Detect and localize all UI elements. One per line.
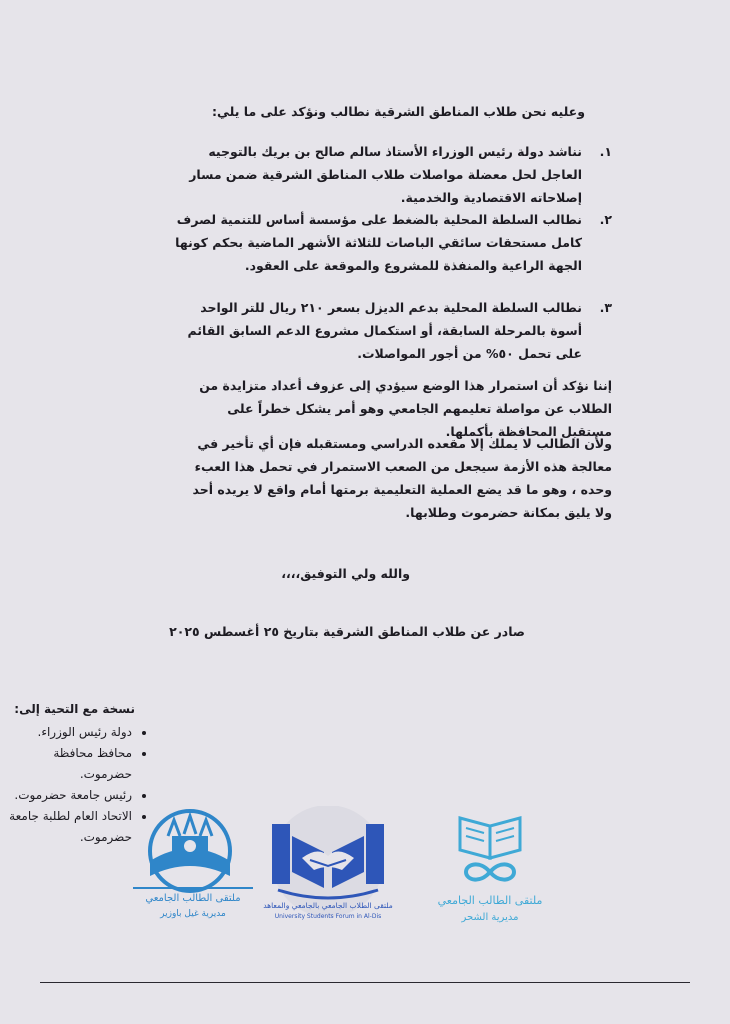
paragraph-1: إننا نؤكد أن استمرار هذا الوضع سيؤدي إلى عزوف أعداد متزايدة من الطلاب عن مواصلة تعليمهم الجامعي وهو أمر يشكل خطراً على مستقبل المحافظة بأكملها. (199, 378, 612, 439)
demand-item-1 (175, 140, 612, 209)
intro-line: وعليه نحن طلاب المناطق الشرقية نطالب ونؤكد على ما يلي: (211, 104, 585, 119)
demand-number: ١. (599, 144, 612, 159)
closing-line: والله ولي التوفيق،،،، (281, 566, 410, 581)
issued-line: صادر عن طلاب المناطق الشرقية بتاريخ ٢٥ أغسطس ٢٠٢٥ (169, 624, 525, 639)
logo-student-forum-shihr (430, 806, 560, 926)
demand-item-3 (175, 296, 612, 365)
logo-student-forum-center (258, 806, 398, 926)
demand-text: نطالب السلطة المحلية بالضغط على مؤسسة أساس للتنمية لصرف كامل مستحقات سائقي الباصات للثلاثة الأشهر الماضية بحكم كونها الجهة الراعية والمنفذة للمشروع والموقعة على العقود. (175, 212, 582, 273)
copy-recipient: • رئيس جامعة حضرموت. (0, 785, 132, 806)
book-infinity-icon (430, 806, 560, 926)
logo-student-forum-ghayl-bawazir (128, 806, 258, 926)
copy-recipient: • دولة رئيس الوزراء. (0, 722, 132, 743)
logo-left-line1: ملتقى الطالب الجامعي (145, 893, 241, 904)
demand-number: ٢. (599, 212, 612, 227)
demand-number: ٣. (599, 300, 612, 315)
copy-recipient: • الاتحاد العام لطلبة جامعة حضرموت. (0, 806, 132, 848)
bottom-divider (40, 982, 690, 983)
logo-right-line2: مديرية الشحر (461, 912, 519, 923)
book-emblem-icon (128, 806, 258, 926)
logo-center-line2: University Students Forum in Al-Dis (274, 913, 382, 920)
demand-text: نناشد دولة رئيس الوزراء الأستاذ سالم صالح بن بريك بالتوجيه العاجل لحل معضلة مواصلات طلاب المناطق الشرقية ضمن مسار إصلاحاته الاقتصادية والخدمية. (189, 144, 582, 205)
logo-right-line1: ملتقى الطالب الجامعي (437, 894, 543, 907)
logo-left-line2: مديرية غيل باوزير (160, 909, 226, 919)
demand-item-2 (175, 208, 612, 277)
paragraph-2: ولأن الطالب لا يملك إلا مقعده الدراسي ومستقبله فإن أي تأخير في معالجة هذه الأزمة سيجعل من الصعب الاستمرار في تحمل هذا العبء وحده ، وهو ما قد يضع العملية التعليمية برمتها أمام واقع لا يريده أحد ولا يليق بمكانة حضرموت وطلابها. (192, 436, 612, 520)
handshake-book-icon (258, 806, 398, 926)
demand-text: نطالب السلطة المحلية بدعم الديزل بسعر ٢١٠ ريال للتر الواحد أسوة بالمرحلة السابقة، أو استكمال مشروع الدعم السابق القائم على تحمل ٥٠% من أجور المواصلات. (187, 300, 582, 361)
copy-recipient: • محافظ محافظة حضرموت. (0, 743, 132, 785)
copies-title: نسخة مع التحية إلى: (14, 702, 135, 716)
logo-center-line1: ملتقى الطلاب الجامعي بالجامعي والمعاهد (263, 901, 393, 910)
